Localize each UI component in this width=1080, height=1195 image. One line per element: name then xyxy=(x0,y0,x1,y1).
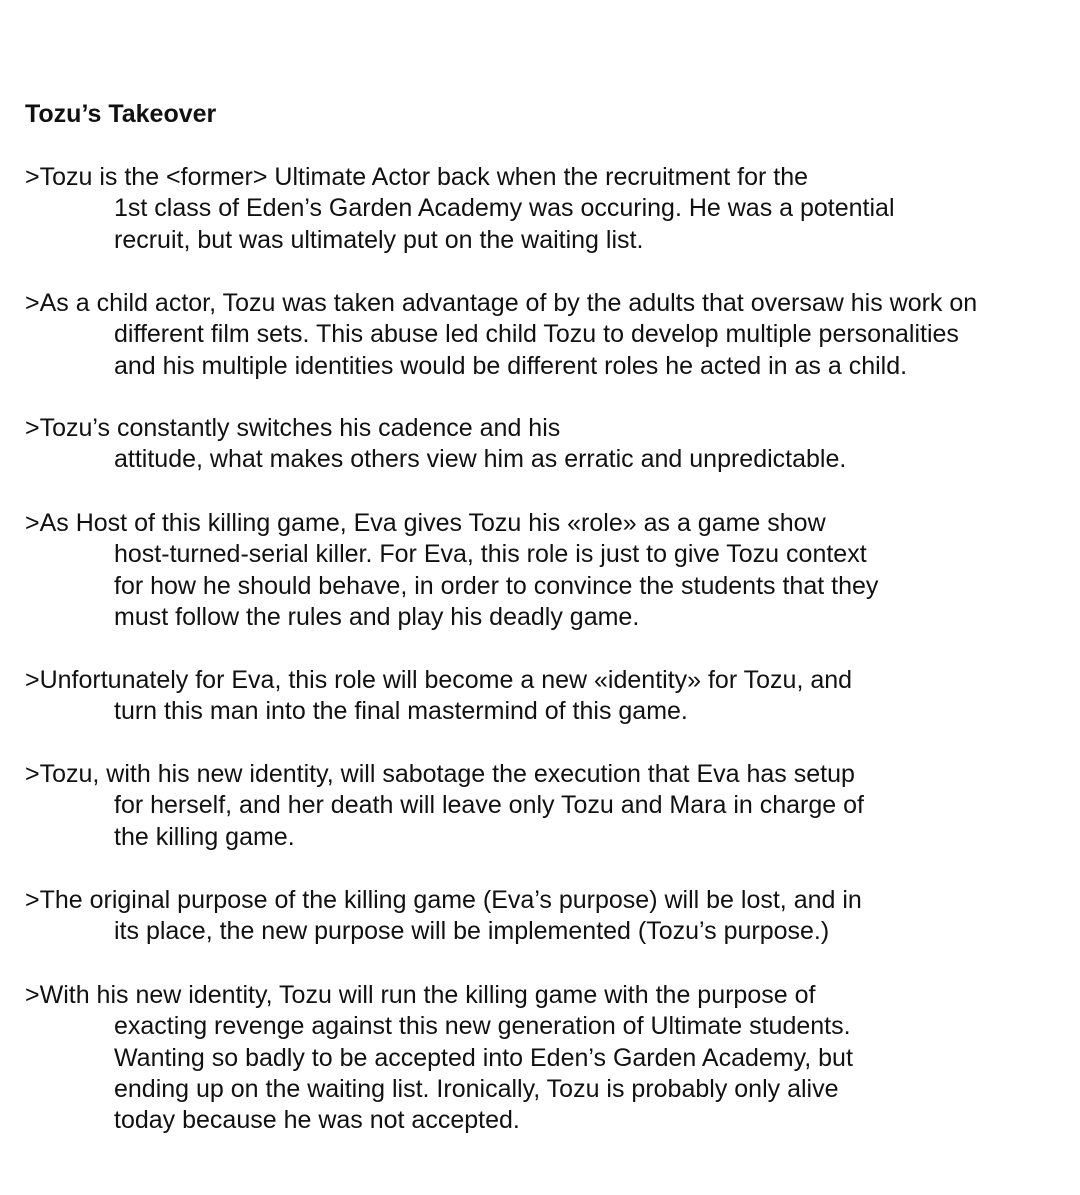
paragraph-line: >Unfortunately for Eva, this role will become a new «identity» for Tozu, and xyxy=(25,666,853,694)
paragraph-line: 1st class of Eden’s Garden Academy was occuring. He was a potential xyxy=(114,194,895,223)
paragraph-line: its place, the new purpose will be implemented (Tozu’s purpose.) xyxy=(114,917,830,946)
paragraph-line: different film sets. This abuse led child Tozu to develop multiple personalities xyxy=(114,320,959,349)
paragraph-1 xyxy=(25,162,895,256)
paragraph-4 xyxy=(25,508,878,633)
paragraph-line: turn this man into the final mastermind of this game. xyxy=(114,697,688,726)
paragraph-line: and his multiple identities would be different roles he acted in as a child. xyxy=(114,351,908,380)
paragraph-2 xyxy=(25,288,977,382)
paragraph-line: >With his new identity, Tozu will run the killing game with the purpose of xyxy=(25,981,816,1009)
paragraph-line: ending up on the waiting list. Ironically, Tozu is probably only alive xyxy=(114,1074,839,1103)
paragraph-line: >As a child actor, Tozu was taken advantage of by the adults that oversaw his work on xyxy=(25,289,978,317)
paragraph-line: >Tozu is the <former> Ultimate Actor back when the recruitment for the xyxy=(25,163,808,191)
paragraph-line: recruit, but was ultimately put on the waiting list. xyxy=(114,225,644,254)
paragraph-8 xyxy=(25,980,853,1136)
paragraph-line: today because he was not accepted. xyxy=(114,1106,520,1135)
paragraph-3 xyxy=(25,413,846,476)
paragraph-line: attitude, what makes others view him as erratic and unpredictable. xyxy=(114,445,847,474)
paragraph-7 xyxy=(25,885,862,948)
paragraph-line: Wanting so badly to be accepted into Eden’s Garden Academy, but xyxy=(114,1043,853,1072)
paragraph-line: for herself, and her death will leave only Tozu and Mara in charge of xyxy=(114,791,864,820)
paragraph-5 xyxy=(25,665,852,728)
document-title: Tozu’s Takeover xyxy=(25,100,217,128)
paragraph-line: >As Host of this killing game, Eva gives Tozu his «role» as a game show xyxy=(25,509,826,537)
paragraph-line: host-turned-serial killer. For Eva, this role is just to give Tozu context xyxy=(114,540,867,569)
paragraph-line: exacting revenge against this new generation of Ultimate students. xyxy=(114,1012,851,1041)
paragraph-line: >The original purpose of the killing game (Eva’s purpose) will be lost, and in xyxy=(25,886,862,914)
paragraph-line: >Tozu, with his new identity, will sabotage the execution that Eva has setup xyxy=(25,760,855,788)
paragraph-line: the killing game. xyxy=(114,822,295,851)
paragraph-line: >Tozu’s constantly switches his cadence and his xyxy=(25,414,561,442)
paragraph-line: must follow the rules and play his deadly game. xyxy=(114,602,640,631)
paragraph-line: for how he should behave, in order to convince the students that they xyxy=(114,571,879,600)
paragraph-6 xyxy=(25,759,864,853)
